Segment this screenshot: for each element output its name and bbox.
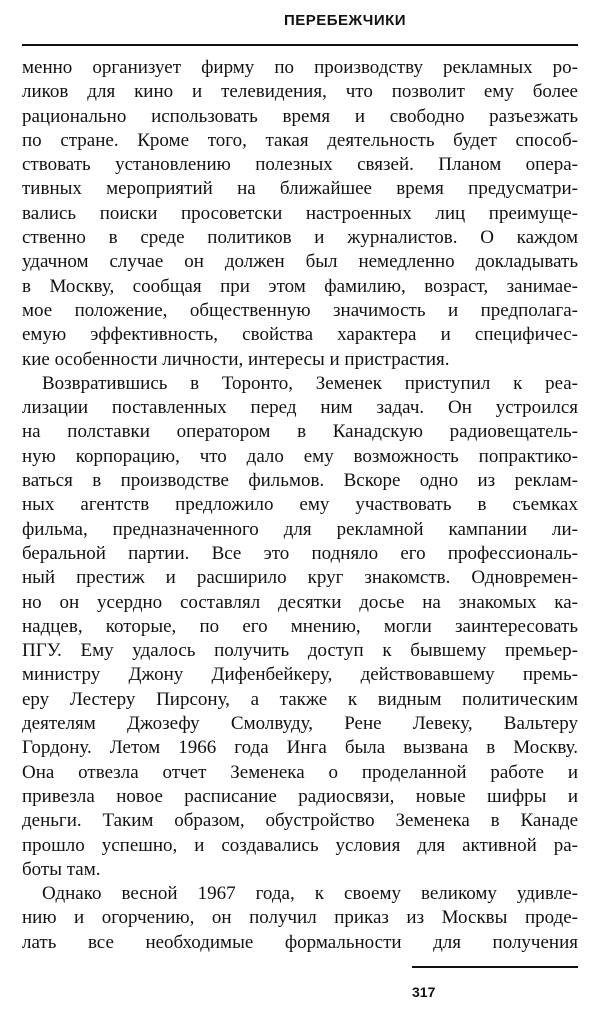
text-line: Гордону. Летом 1966 года Инга была вызвана в Москву. <box>22 737 578 759</box>
text-line: Возвратившись в Торонто, Земенек приступил к реа- <box>42 372 578 394</box>
text-line: но он усердно составлял десятки досье на знакомых ка- <box>22 591 578 613</box>
text-line: лать все необходимые формальности для получения <box>22 931 578 953</box>
text-line: боты там. <box>22 858 101 880</box>
text-line: ПГУ. Ему удалось получить доступ к бывшему премьер- <box>22 640 578 662</box>
page-body <box>22 56 578 955</box>
text-line: прошло успешно, и создавались условия для активной ра- <box>22 834 578 856</box>
text-line: лизации поставленных перед ним задач. Он устроился <box>22 397 578 419</box>
text-line: министру Джону Дифенбейкеру, действовавшему премь- <box>22 664 578 686</box>
text-line: нию и огорчению, он получил приказ из Москвы проде- <box>22 907 578 929</box>
text-line: по стране. Кроме того, такая деятельность будет способ- <box>22 129 578 151</box>
text-line: привезла новое расписание радиосвязи, новые шифры и <box>22 785 578 807</box>
footer-rule <box>412 966 578 968</box>
text-line: беральной партии. Все это подняло его профессиональ- <box>22 542 578 564</box>
paragraph-1 <box>22 56 578 372</box>
text-line: в Москву, сообщая при этом фамилию, возраст, занимае- <box>22 275 578 297</box>
page-number: 317 <box>412 984 436 1000</box>
text-line: тивных мероприятий на ближайшее время предусматри- <box>22 178 578 200</box>
text-line: ваться в производстве фильмов. Вскоре одно из реклам- <box>22 470 578 492</box>
text-line: ный престиж и расширило круг знакомств. Одновремен- <box>22 567 578 589</box>
text-line: на полставки оператором в Канадскую радиовещатель- <box>22 421 578 443</box>
text-line: мое положение, общественную значимость и предполага- <box>22 299 578 321</box>
running-header-title: ПЕРЕБЕЖЧИКИ <box>283 12 407 29</box>
text-line: рационально использовать время и свободно разъезжать <box>22 105 578 127</box>
paragraph-2 <box>22 372 578 882</box>
header-rule <box>22 44 578 46</box>
text-line: удачном случае он должен был немедленно докладывать <box>22 251 578 273</box>
text-line: менно организует фирму по производству рекламных ро- <box>22 57 578 78</box>
text-line: кие особенности личности, интересы и пристрастия. <box>22 348 450 370</box>
text-line: ликов для кино и телевидения, что позволит ему более <box>22 81 578 103</box>
paragraph-3 <box>22 882 578 955</box>
text-line: надцев, которые, по его мнению, могли заинтересовать <box>22 615 578 637</box>
text-line: Однако весной 1967 года, к своему великому удивле- <box>42 883 578 905</box>
running-header <box>0 12 600 30</box>
text-line: емую эффективность, свойства характера и специфичес- <box>22 324 578 346</box>
text-line: ную корпорацию, что дало ему возможность попрактико- <box>22 445 578 467</box>
text-line: еру Лестеру Пирсону, а также к видным политическим <box>22 688 578 710</box>
text-line: ственно в среде политиков и журналистов. О каждом <box>22 227 578 249</box>
text-line: деятелям Джозефу Смолвуду, Рене Левеку, Вальтеру <box>22 713 578 735</box>
text-line: вались поиски просоветски настроенных лиц преимуще- <box>22 202 578 224</box>
text-line: деньги. Таким образом, обустройство Земенека в Канаде <box>22 810 578 832</box>
text-line: Она отвезла отчет Земенека о проделанной работе и <box>22 761 578 783</box>
text-line: ных агентств предложило ему участвовать в съемках <box>22 494 578 516</box>
text-line: фильма, предназначенного для рекламной кампании ли- <box>22 518 578 540</box>
text-line: ствовать установлению полезных связей. Планом опера- <box>22 154 578 176</box>
